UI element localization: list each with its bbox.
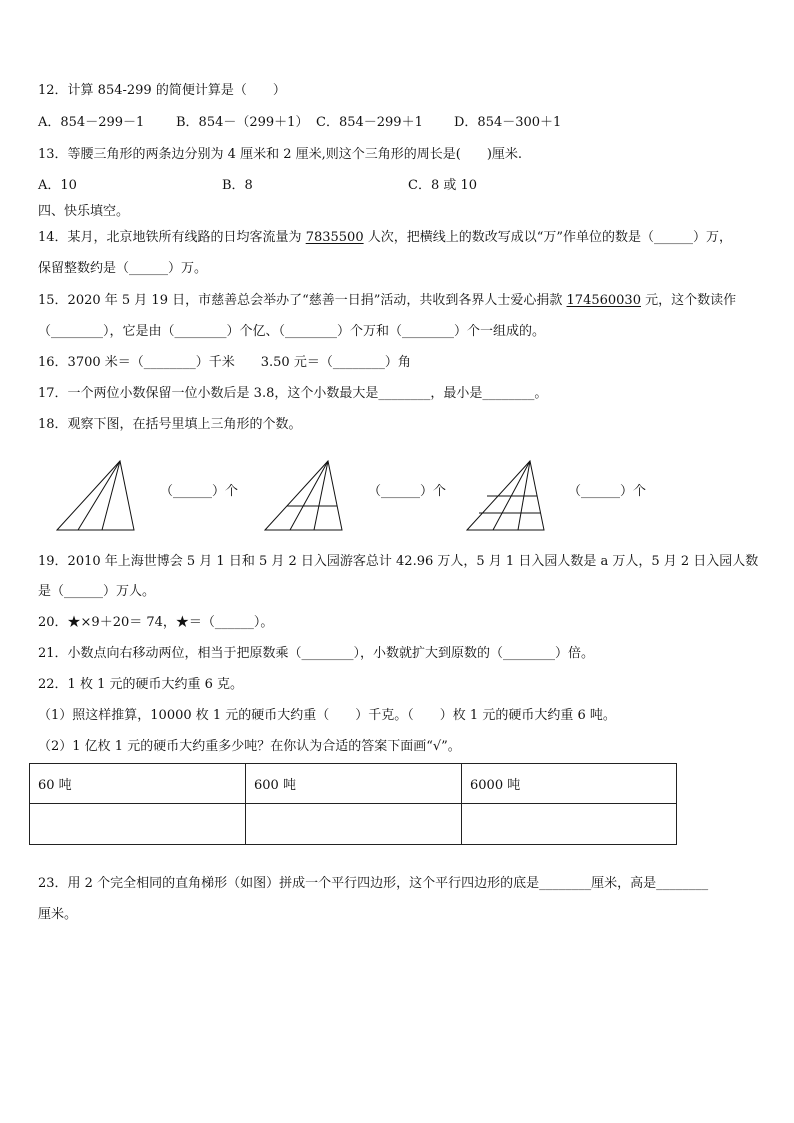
q13-stem: 13．等腰三角形的两条边分别为 4 厘米和 2 厘米,则这个三角形的周长是( )厘米. — [38, 147, 523, 162]
q13-option-c: C．8 或 10 — [408, 178, 478, 193]
q14-underlined-number: 7835500 — [305, 230, 364, 245]
q19-line2: 是（______）万人。 — [38, 584, 156, 599]
q18-blank-3[interactable]: （______）个 — [568, 484, 647, 499]
q13-option-a: A．10 — [38, 178, 77, 193]
answer-cell-6000[interactable] — [462, 804, 677, 845]
table-header-600: 600 吨 — [246, 764, 462, 804]
q14-text-post: 人次，把横线上的数改写成以“万”作单位的数是（______）万， — [363, 230, 733, 245]
table-header-row — [30, 764, 677, 804]
q19-line1: 19．2010 年上海世博会 5 月 1 日和 5 月 2 日入园游客总计 42.96 万人，5 月 1 日入园人数是 a 万人，5 月 2 日入园人数 — [38, 554, 759, 569]
q18-blank-2[interactable]: （______）个 — [368, 484, 447, 499]
answer-cell-60[interactable] — [30, 804, 246, 845]
q23-line2: 厘米。 — [38, 907, 78, 922]
q22-stem: 22．1 枚 1 元的硬币大约重 6 克。 — [38, 677, 244, 692]
q17-text: 17．一个两位小数保留一位小数后是 3.8，这个小数最大是________，最小是________。 — [38, 386, 548, 401]
q14-line2: 保留整数约是（______）万。 — [38, 261, 208, 276]
section-heading: 四、快乐填空。 — [38, 204, 130, 219]
q15-text-post: 元，这个数读作 — [640, 293, 737, 308]
q15-line1 — [38, 292, 736, 310]
table-answer-row — [30, 804, 677, 845]
q15-line2: （________），它是由（________）个亿、（________）个万和（________）个一组成的。 — [38, 324, 546, 339]
q15-text-pre: 15．2020 年 5 月 19 日，市慈善总会举办了“慈善一日捐”活动，共收到各界人士爱心捐款 — [38, 293, 567, 308]
q22-answer-table — [29, 763, 677, 845]
q15-underlined-number: 174560030 — [566, 293, 641, 308]
q18-stem: 18．观察下图，在括号里填上三角形的个数。 — [38, 417, 302, 432]
q13-option-b: B．8 — [222, 178, 253, 193]
q21-text: 21．小数点向右移动两位，相当于把原数乘（________），小数就扩大到原数的（________）倍。 — [38, 646, 595, 661]
q12-option-c: C．854－299＋1 — [316, 115, 423, 130]
triangle-figure-3 — [466, 458, 548, 532]
q16-text: 16．3700 米＝（________）千米 3.50 元＝（________）角 — [38, 355, 411, 370]
q18-blank-1[interactable]: （______）个 — [160, 484, 239, 499]
table-header-60: 60 吨 — [30, 764, 246, 804]
triangle-figure-1 — [56, 458, 138, 532]
answer-cell-600[interactable] — [246, 804, 462, 845]
q14-line1 — [38, 229, 732, 247]
q22-part2: （2）1 亿枚 1 元的硬币大约重多少吨？在你认为合适的答案下面画“√”。 — [38, 739, 461, 754]
q12-option-d: D．854－300＋1 — [454, 115, 562, 130]
triangle-figure-2 — [264, 458, 346, 532]
q23-line1: 23．用 2 个完全相同的直角梯形（如图）拼成一个平行四边形，这个平行四边形的底是________厘米，高是________ — [38, 876, 709, 891]
q20-text: 20．★×9＋20＝ 74，★＝（______）。 — [38, 615, 274, 630]
table-header-6000: 6000 吨 — [462, 764, 677, 804]
q12-option-b: B．854－（299＋1） — [176, 115, 309, 130]
q14-text-pre: 14．某月，北京地铁所有线路的日均客流量为 — [38, 230, 306, 245]
q12-option-a: A．854－299－1 — [38, 115, 145, 130]
q22-part1: （1）照这样推算，10000 枚 1 元的硬币大约重（ ）千克。（ ）枚 1 元的硬币大约重 6 吨。 — [38, 708, 616, 723]
q12-stem: 12．计算 854-299 的简便计算是（ ） — [38, 83, 286, 98]
